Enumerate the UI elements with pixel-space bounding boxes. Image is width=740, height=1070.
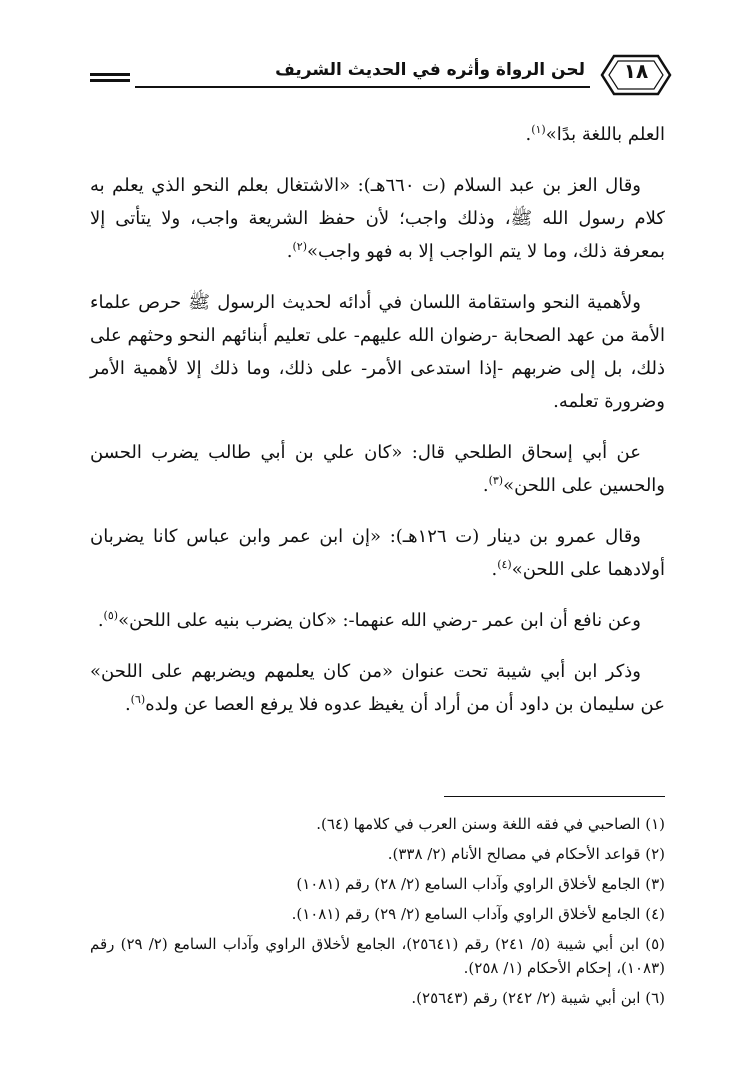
footnote-ref[interactable]: (٥): [103, 609, 119, 622]
header-ornament-rule: [90, 73, 130, 76]
paragraph: وذكر ابن أبي شيبة تحت عنوان «من كان يعلمهم ويضربهم على اللحن» عن سليمان بن داود أن من أراد أن يغيظ عدوه فلا يرفع العصا عن ولده$^{(٦)}$.: [90, 661, 665, 715]
footnotes: [90, 812, 665, 1016]
header-ornament-rule: [90, 79, 130, 82]
footnote: (٥) ابن أبي شيبة (٥/ ٢٤١) رقم (٢٥٦٤١)، الجامع لأخلاق الراوي وآداب السامع (٢/ ٢٩) رقم (١٠٨٣)، إحكام الأحكام (١/ ٢٥٨).: [90, 935, 665, 977]
footnote: (٢) قواعد الأحكام في مصالح الأنام (٢/ ٣٣٨).: [387, 845, 665, 863]
paragraph: عن أبي إسحاق الطلحي قال: «كان علي بن أبي طالب يضرب الحسن والحسين على اللحن»$^{(٣)}$.: [90, 442, 665, 496]
page-number-badge: [600, 52, 672, 98]
paragraph: ولأهمية النحو واستقامة اللسان في أدائه لحديث الرسول ﷺ حرص علماء الأمة من عهد الصحابة -رضوان الله عليهم- على تعليم أبنائهم النحو وحثهم على ذلك، بل إلى ضربهم -إذا استدعى الأمر- على ذلك، وما ذلك إلا لأهمية الأمر وضرورة تعلمه.: [90, 292, 665, 412]
footnote: (١) الصاحبي في فقه اللغة وسنن العرب في كلامها (٦٤).: [316, 815, 665, 833]
running-title: لحن الرواة وأثره في الحديث الشريف: [275, 60, 585, 80]
page-header: [80, 52, 680, 98]
paragraph: وقال عمرو بن دينار (ت ١٢٦هـ): «إن ابن عمر وابن عباس كانا يضربان أولادهما على اللحن»$^{(٤)}$.: [90, 526, 665, 580]
footnote-separator: [444, 796, 665, 797]
page-number: ١٨: [623, 59, 649, 83]
footnote-ref[interactable]: (٢): [292, 240, 307, 253]
footnote-ref[interactable]: (٤): [497, 558, 512, 571]
header-rule: [135, 86, 590, 88]
footnote-ref[interactable]: (٦): [130, 693, 146, 706]
footnote-ref[interactable]: (٣): [488, 474, 504, 487]
footnote: (٦) ابن أبي شيبة (٢/ ٢٤٢) رقم (٢٥٦٤٣).: [411, 989, 665, 1007]
paragraph: العلم باللغة بدًا»$^{(١)}$.: [525, 123, 665, 145]
footnote-ref[interactable]: (١): [531, 123, 546, 136]
main-text: [90, 118, 665, 739]
paragraph: وعن نافع أن ابن عمر -رضي الله عنهما-: «كان يضرب بنيه على اللحن»$^{(٥)}$.: [97, 609, 641, 631]
footnote: (٤) الجامع لأخلاق الراوي وآداب السامع (٢/ ٢٩) رقم (١٠٨١).: [291, 905, 665, 923]
footnote: (٣) الجامع لأخلاق الراوي وآداب السامع (٢/ ٢٨) رقم (١٠٨١): [296, 875, 665, 893]
paragraph: وقال العز بن عبد السلام (ت ٦٦٠هـ): «الاشتغال بعلم النحو الذي يعلم به كلام رسول الله ﷺ، وذلك واجب؛ لأن حفظ الشريعة واجب، ولا يتأتى إلا بمعرفة ذلك، وما لا يتم الواجب إلا به فهو واجب»$^{(٢)}$.: [90, 175, 665, 262]
